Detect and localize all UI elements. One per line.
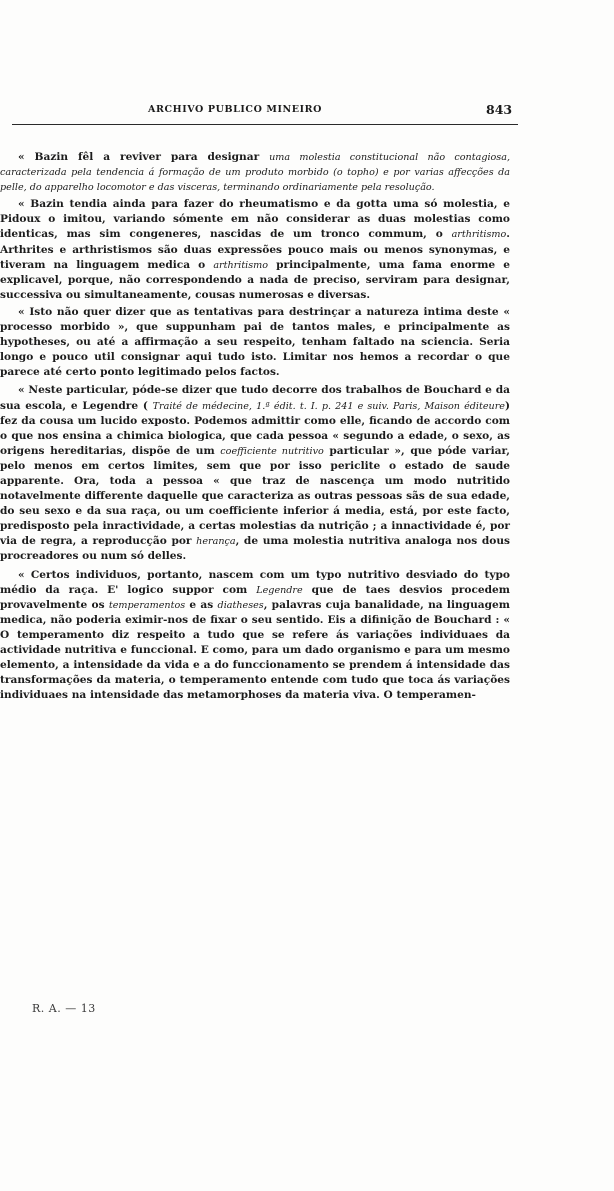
- italic-run: temperamentos: [108, 599, 186, 611]
- page-number: 843: [486, 102, 513, 117]
- text-run: , de uma molestia nutritiva analoga nos dous procreadores ou num só delles.: [0, 535, 510, 563]
- italic-run: coefficiente nutritivo: [220, 445, 324, 457]
- text-run: . Arthrites e arthristismos são duas expressões pouco mais ou menos synonymas, e tiveram na linguagem medica o: [0, 228, 510, 271]
- signature-mark: R. A. — 13: [32, 1002, 96, 1015]
- italic-run: arthritismo: [213, 259, 269, 271]
- paragraph: [0, 150, 510, 195]
- italic-run: herança: [196, 536, 236, 548]
- paragraph: [0, 568, 510, 704]
- text-run: particular », que póde variar, pelo menos em certos limites, sem que por isso periclite o estado de saude apparente. Ora, toda a pessoa « que traz de nascença um modo nutritido notavelmente differente daquelle que caracteriza as outras pessoas sãs de sua edade, do seu sexo e da sua raça, ou um coefficiente inferior á media, está, por este facto, predisposto pela inractividade, a certas molestias da nutrição ; a innactividade é, por via de regra, a reproducção por: [0, 444, 510, 548]
- text-run: « Neste particular, póde-se dizer que tudo decorre dos trabalhos de Bouchard e da sua escola, e Legendre (: [0, 384, 510, 412]
- text-run: , palavras cuja banalidade, na linguagem medica, não poderia eximir-nos de fixar o seu sentido. Eis a difinição de Bouchard : « O temperamento diz respeito a tudo que se refere ás variações individuaes da actividade nutritiva e funccional. E como, para um dado organismo e para um mesmo elemento, a intensidade da vida e a do funccionamento se prendem á intensidade das transformações da materia, o temperamento entende com tudo que toca ás variações individuaes na intensidade das metamorphoses da materia viva. O temperamen-: [0, 598, 511, 702]
- text-run: « Bazin fêl a reviver para designar: [18, 151, 270, 163]
- text-run: « Certos individuos, portanto, nascem com um typo nutritivo desviado do typo médio da raça. E' logico suppor com: [0, 568, 510, 596]
- running-header: [0, 104, 520, 124]
- body-text: [0, 150, 510, 705]
- text-run: « Isto não quer dizer que as tentativas para destrinçar a natureza intima deste « processo morbido », que suppunham pai de tantos males, e principalmente as hypotheses, ou até a affirmação a seu respeito, tenham faltado na sciencia. Seria longo e pouco util consignar aqui tudo isto. Limitar nos hemos a recordar o que parece até certo ponto legitimado pelos factos.: [0, 305, 510, 379]
- italic-run: diatheses: [217, 599, 264, 611]
- header-rule: [12, 124, 518, 125]
- text-run: que de taes desvios procedem provavelmente os: [0, 583, 510, 611]
- paragraph: [0, 383, 510, 564]
- italic-run: Legendre: [256, 584, 303, 596]
- text-run: e as: [185, 598, 218, 611]
- italic-run: uma molestia constitucional não contagiosa, caracterizada pela tendencia á formação de um produto morbido (o topho) e por varias affecções da pelle, do apparelho locomotor e das visceras, terminando ordinariamente pela resolução.: [0, 152, 510, 194]
- italic-run: arthritismo: [451, 229, 507, 241]
- paragraph: [0, 305, 510, 380]
- text-run: principalmente, uma fama enorme e explicavel, porque, não correspondendo a nada de preciso, serviram para designar, successiva ou simultaneamente, cousas numerosas e diversas.: [0, 258, 510, 301]
- text-run: « Bazin tendia ainda para fazer do rheumatismo e da gotta uma só molestia, e Pidoux o imitou, variando sómente em não considerar as duas molestias como identicas, mas sim congeneres, nascidas de um tronco commum, o: [0, 198, 510, 241]
- italic-run: Traité de médecine, 1.ª édit. t. I. p. 241 e suiv. Paris, Maison éditeure: [152, 400, 505, 412]
- text-run: ) fez da cousa um lucido exposto. Podemos admittir como elle, ficando de accordo com o que nos ensina a chimica biologica, que cada pessoa « segundo a edade, o sexo, as origens hereditarias, dispõe de um: [0, 399, 510, 457]
- paragraph: [0, 197, 510, 303]
- running-header-title: ARCHIVO PUBLICO MINEIRO: [148, 104, 323, 115]
